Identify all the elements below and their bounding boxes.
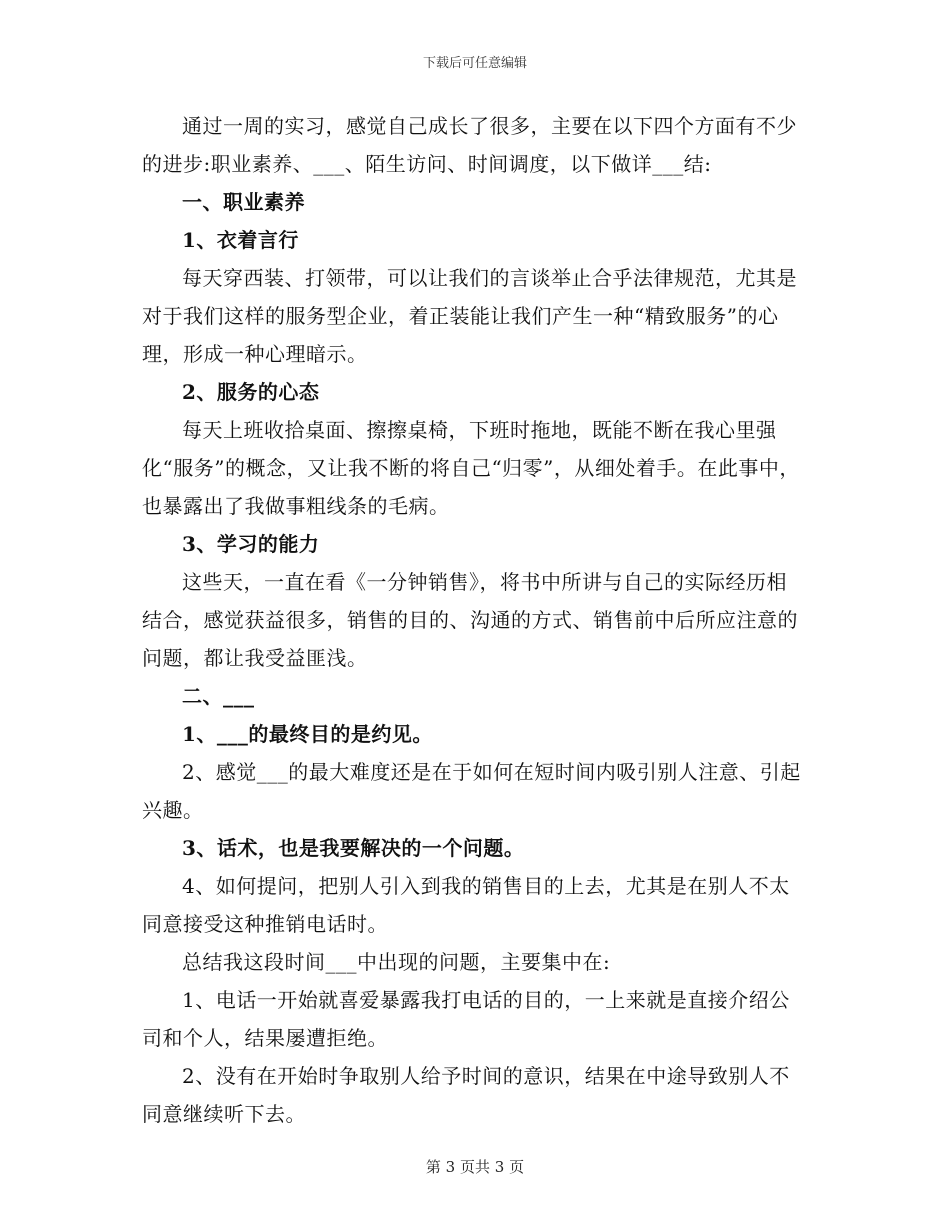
item-difficulty: 2、感觉___的最大难度还是在于如何在短时间内吸引别人注意、引起兴趣。 <box>142 760 801 822</box>
problem-item-2: 2、没有在开始时争取别人给予时间的意识，结果在中途导致别人不同意继续听下去。 <box>142 1064 790 1126</box>
paragraph-service-attitude: 每天上班收拾桌面、擦擦桌椅，下班时拖地，既能不断在我心里强化“服务”的概念，又让我不断的将自己“归零”，从细处着手。在此事中，也暴露出了我做事粗线条的毛病。 <box>142 418 800 518</box>
problem-item-1: 1、电话一开始就喜爱暴露我打电话的目的，一上来就是直接介绍公司和个人，结果屡遭拒绝。 <box>142 988 790 1050</box>
subheading-learning-ability: 3、学习的能力 <box>182 532 320 556</box>
page-header: 下载后可任意编辑 <box>422 56 527 71</box>
paragraph-attire-conduct: 每天穿西装、打领带，可以让我们的言谈举止合乎法律规范，尤其是对于我们这样的服务型企业，着正装能让我们产生一种“精致服务”的心理，形成一种心理暗示。 <box>142 266 797 366</box>
paragraph-intro: 通过一周的实习，感觉自己成长了很多，主要在以下四个方面有不少的进步:职业素养、___、陌生访问、时间调度，以下做详___结: <box>142 114 797 176</box>
item-script: 3、话术，也是我要解决的一个问题。 <box>182 836 525 860</box>
subheading-attire-conduct: 1、衣着言行 <box>182 228 299 252</box>
heading-professional-quality: 一、职业素养 <box>182 190 305 214</box>
paragraph-learning-ability: 这些天，一直在看《一分钟销售》，将书中所讲与自己的实际经历相结合，感觉获益很多，销售的目的、沟通的方式、销售前中后所应注意的问题，都让我受益匪浅。 <box>142 570 798 670</box>
item-questioning: 4、如何提问，把别人引入到我的销售目的上去，尤其是在别人不太同意接受这种推销电话时。 <box>142 874 790 936</box>
document-body <box>142 107 802 1133</box>
subheading-service-attitude: 2、服务的心态 <box>182 380 320 404</box>
item-ultimate-goal: 1、___的最终目的是约见。 <box>182 722 433 746</box>
page-number: 第 3 页共 3 页 <box>425 1158 525 1176</box>
paragraph-problems-summary: 总结我这段时间___中出现的问题，主要集中在: <box>182 950 611 974</box>
heading-section-two: 二、___ <box>182 684 255 708</box>
